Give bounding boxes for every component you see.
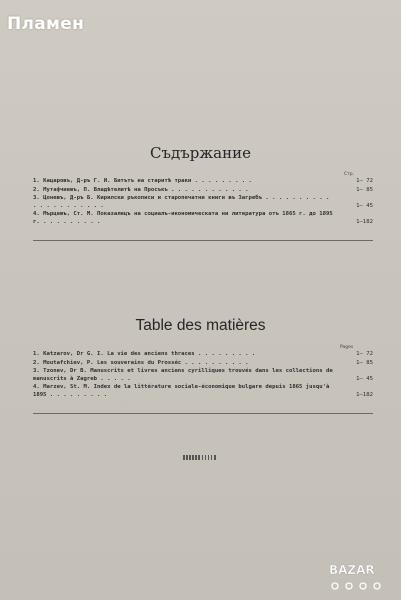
contents-list-fr <box>33 351 373 400</box>
toc-entry-text: 2. Moutafchiev, P. Les souverains du Prosséc . . . . . . . . . . <box>33 359 249 366</box>
toc-entry-pages: 1—182 <box>356 218 373 225</box>
toc-entry-pages: 1— 85 <box>356 359 373 366</box>
toc-entry-text: 2. Мутафчиевъ, П. Владѣтелитѣ на Просъкъ . . . . . . . . . . . . <box>33 186 249 193</box>
toc-entry <box>33 368 373 383</box>
contents-list-bg <box>33 178 373 227</box>
toc-entry <box>33 195 373 210</box>
watermark: Пламен <box>7 14 85 34</box>
toc-entry-text: 3. Цоневъ, Д-ръ Б. Кирилски ръкописи и старопечатни книги въ Загребъ . . . . . . . . . . . . . . . . . . . . . <box>33 195 333 209</box>
contents-title-bg: Съдържание <box>149 144 251 162</box>
toc-entry <box>33 351 373 359</box>
page-column-header-bg: Стр. <box>344 172 355 177</box>
toc-entry-text: 1. Кацаровъ, Д-ръ Г. И. Битътъ на старитѣ траки . . . . . . . . . <box>33 178 252 184</box>
toc-entry-text: 4. Marzev, St. M. Index de la littérature sociale-économique bulgare depuis 1865 jusqu'à 1895 . . . . . . . . . <box>33 384 333 398</box>
bazar-logo-text: BAZAR <box>329 563 375 577</box>
toc-entry-text: 3. Tzonev, Dr B. Manuscrits et livres anciens cyrilliques trouvés dans les collections de manuscrits à Zagreb . . . . . <box>33 368 337 382</box>
toc-entry-pages: 1— 72 <box>356 178 373 184</box>
toc-entry-pages: 1— 72 <box>356 351 373 357</box>
toc-entry-text: 1. Katzarov, Dr G. I. La vie des anciens thraces . . . . . . . . . <box>33 351 256 357</box>
toc-entry <box>33 360 373 368</box>
section-divider-fr <box>33 413 373 414</box>
toc-entry-pages: 1— 85 <box>356 186 373 193</box>
toc-entry-pages: 1—182 <box>356 391 373 398</box>
toc-entry <box>33 178 373 186</box>
page-column-header-fr: Pages <box>340 345 354 350</box>
section-divider-bg <box>33 240 373 241</box>
toc-entry-text: 4. Мърцевъ, Ст. М. Показалецъ на социалъ-икономическата ни литература отъ 1865 г. до 1895 г. . . . . . . . . . <box>33 211 337 225</box>
toc-entry-pages: 1— 45 <box>356 375 373 382</box>
toc-entry <box>33 211 373 226</box>
bazar-logo <box>325 556 395 596</box>
toc-entry-pages: 1— 45 <box>356 202 373 209</box>
toc-entry <box>33 187 373 195</box>
contents-title-fr: Table des matières <box>135 317 266 334</box>
decorative-ornament <box>183 455 217 460</box>
toc-entry <box>33 384 373 399</box>
